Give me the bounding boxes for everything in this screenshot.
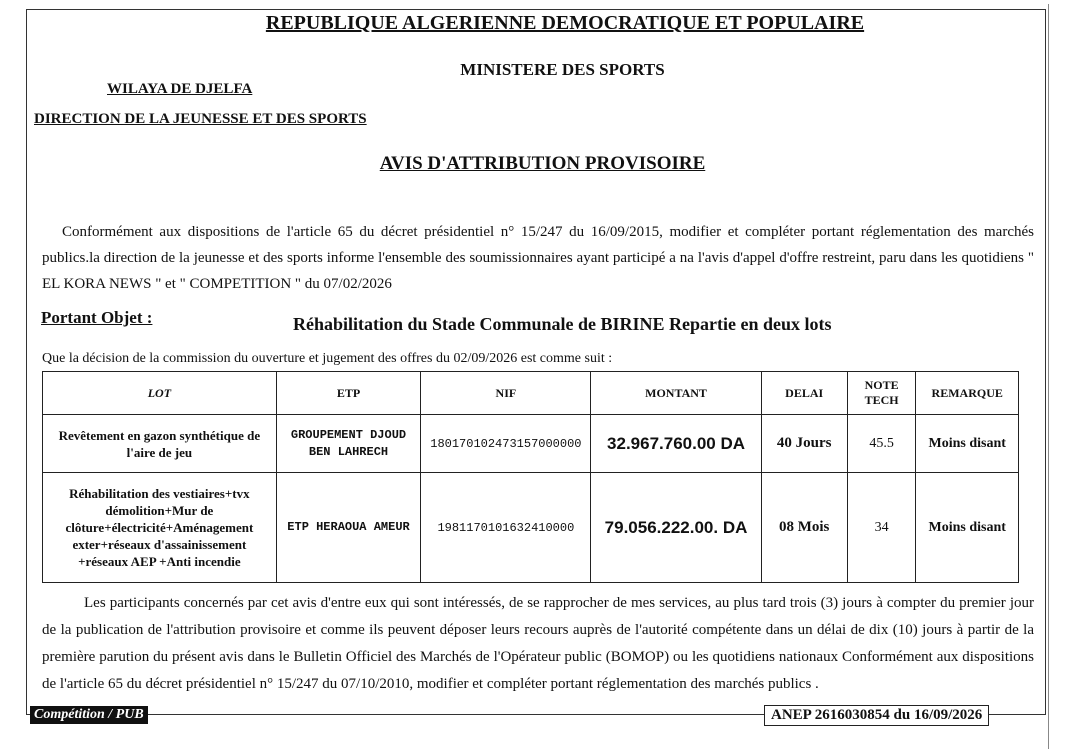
ministry-name: MINISTERE DES SPORTS xyxy=(460,60,665,79)
cell-etp: GROUPEMENT DJOUD BEN LAHRECH xyxy=(276,415,421,473)
source-badge: Compétition / PUB xyxy=(30,706,148,724)
header-montant: MONTANT xyxy=(591,372,761,415)
republic-title: REPUBLIQUE ALGERIENNE DEMOCRATIQUE ET POPULAIRE xyxy=(265,12,865,34)
header-delai: DELAI xyxy=(761,372,847,415)
wilaya-name: WILAYA DE DJELFA xyxy=(107,81,253,97)
cell-montant: 79.056.222.00. DA xyxy=(591,473,761,583)
attribution-table xyxy=(42,371,1019,583)
cell-note: 45.5 xyxy=(847,415,916,473)
cell-delai: 40 Jours xyxy=(761,415,847,473)
table-row xyxy=(43,473,1019,583)
cell-etp: ETP HERAOUA AMEUR xyxy=(276,473,421,583)
anep-reference: ANEP 2616030854 du 16/09/2026 xyxy=(764,705,989,726)
cell-lot: Revêtement en gazon synthétique de l'aire de jeu xyxy=(43,415,277,473)
decision-text: Que la décision de la commission du ouverture et jugement des offres du 02/09/2026 est comme suit : xyxy=(42,351,613,366)
header-note: NOTE TECH xyxy=(847,372,916,415)
cell-note: 34 xyxy=(847,473,916,583)
cell-lot: Réhabilitation des vestiaires+tvx démolition+Mur de clôture+électricité+Aménagement exter+réseaux d'assainissement +réseaux AEP +Anti incendie xyxy=(43,473,277,583)
notice-title: AVIS D'ATTRIBUTION PROVISOIRE xyxy=(379,153,706,174)
direction-name: DIRECTION DE LA JEUNESSE ET DES SPORTS xyxy=(34,111,367,127)
header-etp: ETP xyxy=(276,372,421,415)
cell-nif: 180170102473157000000 xyxy=(421,415,591,473)
header-nif: NIF xyxy=(421,372,591,415)
page-edge-line xyxy=(1048,4,1049,749)
object-text: Réhabilitation du Stade Communale de BIRINE Repartie en deux lots xyxy=(293,314,832,334)
object-label: Portant Objet : xyxy=(41,308,153,327)
header-remarque: REMARQUE xyxy=(916,372,1019,415)
table-header-row xyxy=(43,372,1019,415)
cell-remarque: Moins disant xyxy=(916,415,1019,473)
cell-remarque: Moins disant xyxy=(916,473,1019,583)
cell-nif: 1981170101632410000 xyxy=(421,473,591,583)
table-row xyxy=(43,415,1019,473)
intro-paragraph: Conformément aux dispositions de l'article 65 du décret présidentiel n° 15/247 du 16/09/2015, modifier et compléter portant réglementation des marchés publics.la direction de la jeunesse et des sports informe l'ensemble des soumissionnaires ayant participé a na l'avis d'appel d'offre restreint, paru dans les quotidiens " EL KORA NEWS " et " COMPETITION " du 07/02/2026 xyxy=(42,224,1034,292)
header-lot: LOT xyxy=(43,372,277,415)
closing-paragraph: Les participants concernés par cet avis d'entre eux qui sont intéressés, de se rapprocher de mes services, au plus tard trois (3) jours à compter du premier jour de la publication de l'attribution provisoire et comme ils peuvent déposer leurs recours auprès de l'autorité compétente dans un délai de dix (10) jours à partir de la première parution du présent avis dans le Bulletin Officiel des Marchés de l'Opérateur public (BOMOP) ou les quotidiens nationaux Conformément aux dispositions de l'article 65 du décret présidentiel n° 15/247 du 07/10/2010, modifier et compléter portant réglementation des marchés publics . xyxy=(42,595,1034,692)
cell-montant: 32.967.760.00 DA xyxy=(591,415,761,473)
cell-delai: 08 Mois xyxy=(761,473,847,583)
